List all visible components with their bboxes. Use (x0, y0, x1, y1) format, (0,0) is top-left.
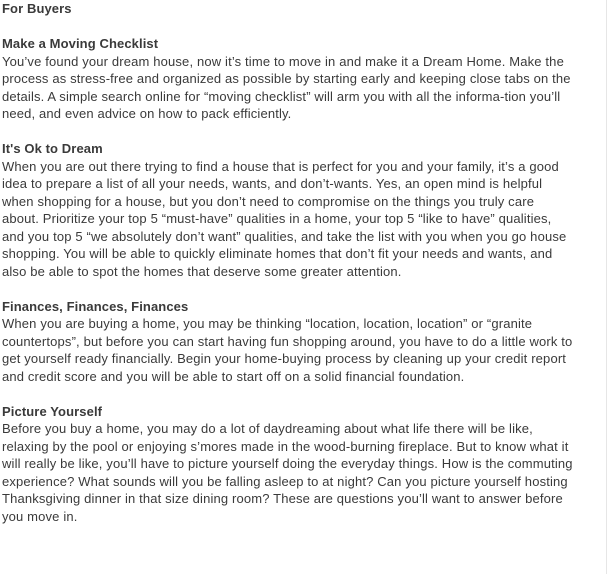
section-body: When you are buying a home, you may be thinking “location, location, location” or “granite countertops”, but before you can start having fun shopping around, you have to do a little work to get yourself ready financially. Begin your home-buying process by cleaning up your credit report and credit score and you will be able to start off on a solid financial foundation. (2, 316, 573, 384)
section-body: When you are out there trying to find a house that is perfect for you and your family, it’s a good idea to prepare a list of all your needs, wants, and don’t-wants. Yes, an open mind is helpful when shopping for a house, but you don’t need to compromise on the things you truly care about. Prioritize your top 5 “must-have” qualities in a home, your top 5 “like to have” qualities, and you top 5 “we absolutely don’t want” qualities, and take the list with you when you go house shopping. You will be able to quickly eliminate homes that don’t fit your needs and wants, and also be able to spot the homes that deserve some greater attention. (2, 158, 567, 279)
section-picture-yourself (2, 403, 602, 526)
page-edge-divider (606, 0, 607, 574)
section-title: Picture Yourself (2, 403, 103, 419)
section-moving-checklist (2, 35, 602, 123)
page-heading: For Buyers (2, 1, 72, 16)
section-body: You’ve found your dream house, now it’s time to move in and make it a Dream Home. Make the process as stress-free and organized as possible by starting early and keeping close tabs on the details. A simple search online for “moving checklist” will arm you with all the informa-tion you’ll need, and even advice on how to pack efficiently. (2, 53, 571, 121)
section-ok-to-dream (2, 140, 602, 280)
section-title: Finances, Finances, Finances (2, 298, 189, 314)
section-title: It's Ok to Dream (2, 141, 103, 156)
section-title: Make a Moving Checklist (2, 36, 159, 51)
section-body: Before you buy a home, you may do a lot of daydreaming about what life there will be like, relaxing by the pool or enjoying s’mores made in the wood-burning fireplace. But to know what it will really be like, you’ll have to picture yourself doing the everyday things. How is the commuting experience? What sounds will you be falling asleep to at night? Can you picture yourself hosting Thanksgiving dinner in that size dining room? These are questions you’ll want to answer before you move in. (2, 421, 573, 524)
document-page (2, 0, 602, 574)
section-finances (2, 298, 602, 386)
